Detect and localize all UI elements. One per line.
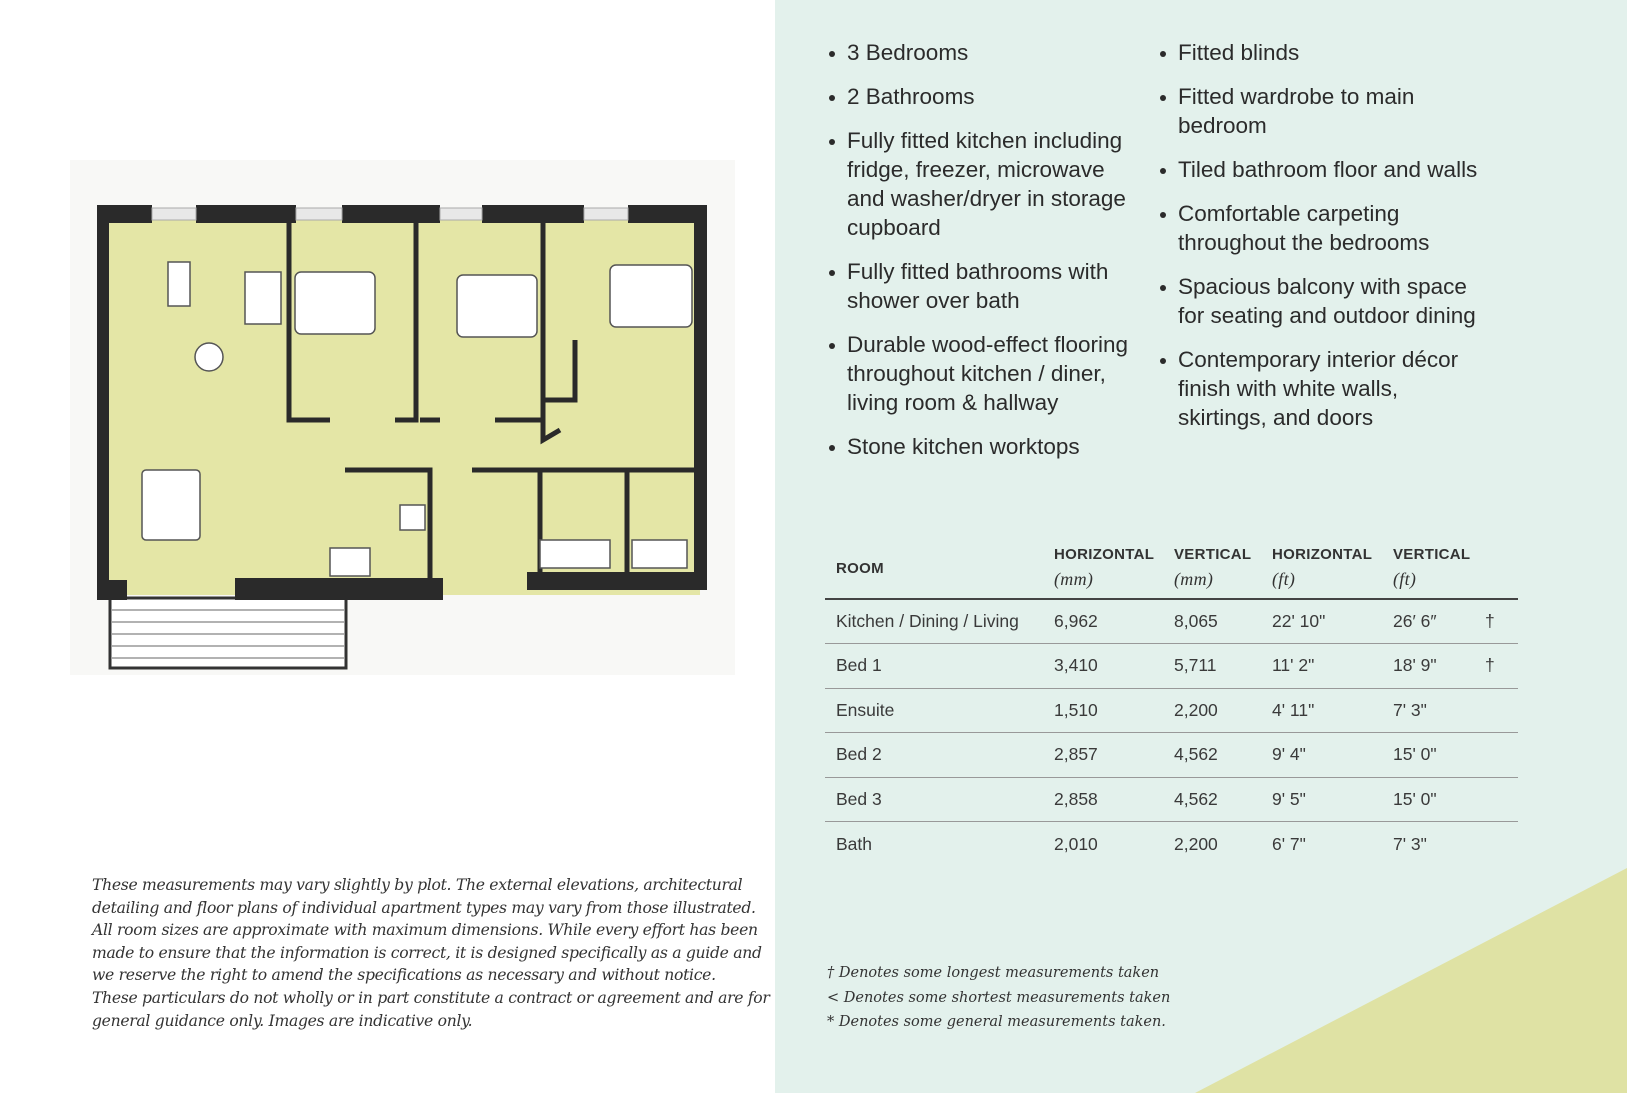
room-name: Bed 2: [825, 733, 1043, 778]
feature-item: 3 Bedrooms: [827, 38, 1147, 67]
disclaimer-paragraph: These particulars do not wholly or in part constitute a contract or agreement and are for general guidance only. Images are indicative only.: [92, 988, 770, 1030]
horizontal-ft: 9' 4": [1261, 733, 1382, 778]
note-mark: [1474, 777, 1518, 822]
disclaimer: [92, 874, 772, 1032]
room-name: Bed 1: [825, 644, 1043, 689]
horizontal-mm: 1,510: [1043, 688, 1163, 733]
vertical-ft: 26′ 6″: [1382, 599, 1474, 644]
feature-item: 2 Bathrooms: [827, 82, 1147, 111]
header-note: [1474, 540, 1518, 599]
vertical-ft: 7' 3": [1393, 833, 1427, 854]
footnote: < Denotes some shortest measurements taken: [827, 989, 1171, 1006]
specification-panel: [775, 0, 1627, 1093]
note-mark: [1474, 822, 1518, 867]
floor-plan-image: [70, 160, 735, 675]
horizontal-mm: 2,857: [1043, 733, 1163, 778]
header-vertical-mm: VERTICAL (mm): [1163, 540, 1261, 599]
header-vertical-ft: VERTICAL (ft): [1382, 540, 1474, 599]
feature-item: Durable wood-effect flooring throughout kitchen / diner, living room & hallway: [827, 330, 1147, 417]
feature-item: Stone kitchen worktops: [827, 432, 1147, 461]
table-header-row: [825, 540, 1518, 599]
vertical-ft: 15' 0": [1382, 733, 1474, 778]
table-row: [825, 644, 1518, 689]
header-horizontal-mm: HORIZONTAL (mm): [1043, 540, 1163, 599]
table-row: [825, 599, 1518, 644]
feature-item: Contemporary interior décor finish with white walls, skirtings, and doors: [1158, 345, 1488, 432]
table-row: [825, 822, 1518, 867]
note-mark: [1474, 688, 1518, 733]
horizontal-mm: 3,410: [1043, 644, 1163, 689]
feature-item: Fully fitted kitchen including fridge, freezer, microwave and washer/dryer in storage cupboard: [827, 126, 1147, 242]
vertical-mm: 4,562: [1163, 733, 1261, 778]
vertical-ft: 15' 0": [1382, 777, 1474, 822]
features-list-right: [1158, 38, 1488, 447]
room-name: Bath: [836, 833, 872, 854]
horizontal-ft: 6' 7": [1272, 833, 1306, 854]
footnote: * Denotes some general measurements taken.: [827, 1014, 1166, 1030]
features-list-left: [827, 38, 1147, 476]
vertical-ft: 7' 3": [1382, 688, 1474, 733]
note-mark: †: [1474, 599, 1518, 644]
feature-item: Fitted blinds: [1158, 38, 1488, 67]
header-room: ROOM: [825, 540, 1043, 599]
feature-item: Comfortable carpeting throughout the bedrooms: [1158, 199, 1488, 257]
feature-item: Fitted wardrobe to main bedroom: [1158, 82, 1488, 140]
header-horizontal-ft: HORIZONTAL (ft): [1261, 540, 1382, 599]
horizontal-ft: 9' 5": [1261, 777, 1382, 822]
vertical-ft: 18' 9": [1382, 644, 1474, 689]
disclaimer-paragraph: These measurements may vary slightly by plot. The external elevations, architectural detailing and floor plans of individual apartment types may vary from those illustrated. All room sizes are approximate with maximum dimensions. While every effort has been made to ensure that the information is correct, it is designed specifically as a guide and we reserve the right to amend the specifications as necessary and without notice.: [92, 876, 762, 985]
footnote: † Denotes some longest measurements taken: [827, 965, 1160, 981]
feature-item: Spacious balcony with space for seating and outdoor dining: [1158, 272, 1488, 330]
room-dimensions-table: [825, 540, 1518, 866]
feature-item: Fully fitted bathrooms with shower over bath: [827, 257, 1147, 315]
horizontal-mm: 6,962: [1043, 599, 1163, 644]
room-name: Ensuite: [825, 688, 1043, 733]
horizontal-ft: 22' 10": [1261, 599, 1382, 644]
footnotes: [827, 961, 1170, 1035]
vertical-mm: 2,200: [1163, 688, 1261, 733]
note-mark: [1474, 733, 1518, 778]
vertical-mm: 4,562: [1163, 777, 1261, 822]
horizontal-mm: 2,010: [1054, 833, 1098, 854]
room-name: Bed 3: [825, 777, 1043, 822]
vertical-mm: 8,065: [1163, 599, 1261, 644]
vertical-mm: 2,200: [1174, 833, 1218, 854]
table-row: [825, 733, 1518, 778]
floor-plan-panel: [0, 0, 775, 1093]
table-row: [825, 688, 1518, 733]
horizontal-mm: 2,858: [1043, 777, 1163, 822]
feature-item: Tiled bathroom floor and walls: [1158, 155, 1488, 184]
horizontal-ft: 11' 2": [1261, 644, 1382, 689]
horizontal-ft: 4' 11": [1261, 688, 1382, 733]
note-mark: †: [1474, 644, 1518, 689]
table-row: [825, 777, 1518, 822]
vertical-mm: 5,711: [1163, 644, 1261, 689]
room-name: Kitchen / Dining / Living: [825, 599, 1043, 644]
